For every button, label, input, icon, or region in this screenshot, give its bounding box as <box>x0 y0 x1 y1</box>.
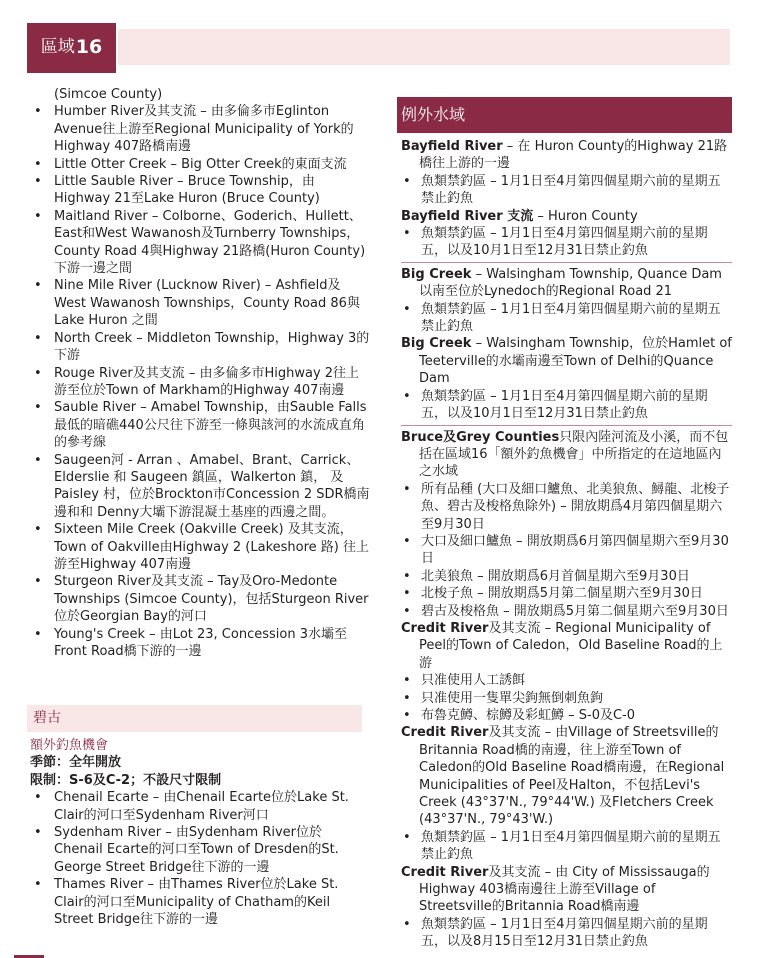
list-item: • North Creek – Middleton Township，Highway 3的下游 <box>30 330 370 365</box>
header-band <box>118 29 730 65</box>
entry-description: 及其支流 – 由 City of Mississauga的Highway 403橋南邊往上游至Village of Streetsville的Britannia Road橋南邊 <box>419 864 710 915</box>
list-item: • Thames River – 由Thames River位於Lake St. Clair的河口至Municipality of Chatham的Keil Street Bridge往下游的一邊 <box>30 876 370 928</box>
list-item: • Young's Creek – 由Lot 23, Concession 3水壩至Front Road橋下游的一邊 <box>30 626 370 661</box>
list-item: • Sturgeon River及其支流 – Tay及Oro-Medonte Townships (Simcoe County)，包括Sturgeon River位於Georgian Bay的河口 <box>30 573 370 625</box>
entry-description: – 在 Huron County的Highway 21路橋往上游的一邊 <box>419 139 728 172</box>
limit-line <box>30 772 370 789</box>
section-header-biguo: 碧古 <box>27 705 362 732</box>
entry-description: 及其支流 – Regional Municipality of Peel的Town of Caledon，Old Baseline Road的上游 <box>419 620 723 671</box>
entry-bullets <box>401 481 732 620</box>
list-item: • 北美狼魚 – 開放期爲6月首個星期六至9月30日 <box>401 568 732 585</box>
entry-bullets <box>401 916 732 951</box>
list-item: • Saugeen河 - Arran 、Amabel、Brant、Carrick、Elderslie 和 Saugeen 鎮區，Walkerton 鎮， 及 Paisley 村，位於Brockton市Concession 2 SDR橋南邊和和 Denny大壩下游混凝土基座的西邊之間。 <box>30 452 370 522</box>
limit-suffix: ；不設尺寸限制 <box>130 772 222 788</box>
list-item: • 只准使用一隻單尖鉤無倒刺魚鉤 <box>401 690 732 707</box>
biguo-list <box>30 789 370 928</box>
exception-entry <box>401 208 732 263</box>
entry-heading <box>401 620 732 672</box>
entry-bullets <box>401 225 732 260</box>
region-tab <box>27 23 116 73</box>
entry-description: 及其支流 – 由Village of Streetsville的Britannia Road橋的南邊，往上游至Town of Caledon的Old Baseline Road橋南邊，在Regional Municipalities of Peel及Halton，不包括Levi's Creek (43°37'N., 79°44'W.) 及Fletchers Creek (43°37'N., 79°43'W.) <box>419 725 725 828</box>
list-item: • 北梭子魚 – 開放期爲5月第二個星期六至9月30日 <box>401 585 732 602</box>
list-item: • 大口及細口鱸魚 – 開放期爲6月第四個星期六至9月30日 <box>401 533 732 568</box>
list-item: • 魚類禁釣區 – 1月1日至4月第四個星期六前的星期五，以及10月1日至12月31日禁止釣魚 <box>401 388 732 423</box>
entry-description: 只限內陸河流及小溪，而不包括在區域16「額外釣魚機會」中所指定的在這地區內之水域 <box>419 429 729 480</box>
list-item: • 布魯克鱒、棕鱒及彩虹鱒 – S-0及C-0 <box>401 707 732 724</box>
list-item: • 碧古及梭格魚 – 開放期爲5月第二個星期六至9月30日 <box>401 603 732 620</box>
entry-description: – Huron County <box>533 208 638 224</box>
list-item: • 魚類禁釣區 – 1月1日至4月第四個星期六前的星期五禁止釣魚 <box>401 173 732 208</box>
list-item: • Rouge River及其支流 – 由多倫多市Highway 2往上游至位於Town of Markham的Highway 407南邊 <box>30 365 370 400</box>
entry-heading <box>401 724 732 828</box>
left-list <box>30 103 370 660</box>
entry-bullets <box>401 301 732 336</box>
exception-entry <box>401 335 732 425</box>
entry-description: – Walsingham Township, Quance Dam 以南至位於Lynedoch的Regional Road 21 <box>419 266 722 300</box>
entry-name: Bayfield River <box>401 139 503 154</box>
right-column <box>401 97 732 951</box>
left-column <box>30 86 370 660</box>
exception-entry <box>401 266 732 336</box>
entry-name: Credit River <box>401 620 489 636</box>
entry-heading <box>401 864 732 916</box>
biguo-section <box>30 737 370 928</box>
list-item: • Chenail Ecarte – 由Chenail Ecarte位於Lake St. Clair的河口至Sydenham River河口 <box>30 789 370 824</box>
list-item: • Maitland River – Colborne、Goderich、Hullett、East和West Wawanosh及Turnberry Townships，County Road 4與Highway 21路橋(Huron County) 下游一邊之間 <box>30 208 370 278</box>
list-item: • Humber River及其支流 – 由多倫多市Eglinton Avenue往上游至Regional Municipality of York的Highway 407路橋南邊 <box>30 103 370 155</box>
exception-entry <box>401 620 732 724</box>
entry-heading <box>401 335 732 387</box>
entry-heading <box>401 138 732 173</box>
entry-name: Credit River <box>401 864 489 880</box>
list-item: • 魚類禁釣區 – 1月1日至4月第四個星期六前的星期五禁止釣魚 <box>401 301 732 336</box>
list-item: • 只准使用人工誘餌 <box>401 672 732 689</box>
continuation-text: (Simcoe County) <box>54 87 163 102</box>
entry-heading <box>401 429 732 481</box>
entry-heading <box>401 266 732 301</box>
section-header-exceptions: 例外水域 <box>397 97 732 133</box>
list-item: • 魚類禁釣區 – 1月1日至4月第四個星期六前的星期五，以及8月15日至12月31日禁止釣魚 <box>401 916 732 951</box>
season-line <box>30 754 370 771</box>
exception-entry <box>401 138 732 208</box>
list-item: • Sauble River – Amabel Township，由Sauble Falls最低的暗礁440公尺往下游至一條與該河的水流成直角的參考線 <box>30 399 370 451</box>
exception-entry <box>401 864 732 951</box>
list-item: • 所有品種 (大口及細口鱸魚、北美狼魚、鱘龍、北梭子魚、碧古及梭格魚除外) – 開放期爲4月第四個星期六至9月30日 <box>401 481 732 533</box>
entry-heading <box>401 208 732 225</box>
entry-bullets <box>401 672 732 724</box>
list-item: • Little Sauble River – Bruce Township，由Highway 21至Lake Huron (Bruce County) <box>30 173 370 208</box>
entry-name: Bayfield River 支流 <box>401 208 534 224</box>
entry-divider <box>401 262 732 263</box>
list-item: • 魚類禁釣區 – 1月1日至4月第四個星期六前的星期五禁止釣魚 <box>401 829 732 864</box>
exception-entry <box>401 724 732 863</box>
entry-name: Big Creek <box>401 266 472 282</box>
entry-description: – Walsingham Township，位於Hamlet of Teeterville的水壩南邊至Town of Delhi的Quance Dam <box>419 336 732 387</box>
exception-entry <box>401 429 732 620</box>
entry-bullets <box>401 829 732 864</box>
entry-divider <box>401 425 732 426</box>
list-item: • Nine Mile River (Lucknow River) – Ashfield及West Wawanosh Townships，County Road 86與Lake Huron 之間 <box>30 277 370 329</box>
entry-name: Credit River <box>401 725 489 741</box>
season-value: 全年開放 <box>69 755 122 771</box>
season-label: 季節： <box>30 755 70 771</box>
list-item: • 魚類禁釣區 – 1月1日至4月第四個星期六前的星期五，以及10月1日至12月31日禁止釣魚 <box>401 225 732 260</box>
extra-fishing-title: 額外釣魚機會 <box>30 738 109 753</box>
region-label: 區域 <box>40 37 75 58</box>
limit-value: S-6及C-2 <box>69 772 131 788</box>
entry-bullets <box>401 388 732 423</box>
region-number: 16 <box>75 36 103 59</box>
list-item: • Sixteen Mile Creek (Oakville Creek) 及其支流，Town of Oakville由Highway 2 (Lakeshore 路) 往上游至Highway 407南邊 <box>30 521 370 573</box>
list-item: • Sydenham River – 由Sydenham River位於Chenail Ecarte的河口至Town of Dresden的St. George Street Bridge往下游的一邊 <box>30 824 370 876</box>
limit-label: 限制： <box>30 772 70 788</box>
entry-bullets <box>401 173 732 208</box>
entry-name: Bruce及Grey Counties <box>401 429 560 445</box>
list-item: • Little Otter Creek – Big Otter Creek的東面支流 <box>30 156 370 173</box>
exception-entries <box>401 138 732 951</box>
entry-name: Big Creek <box>401 336 472 352</box>
